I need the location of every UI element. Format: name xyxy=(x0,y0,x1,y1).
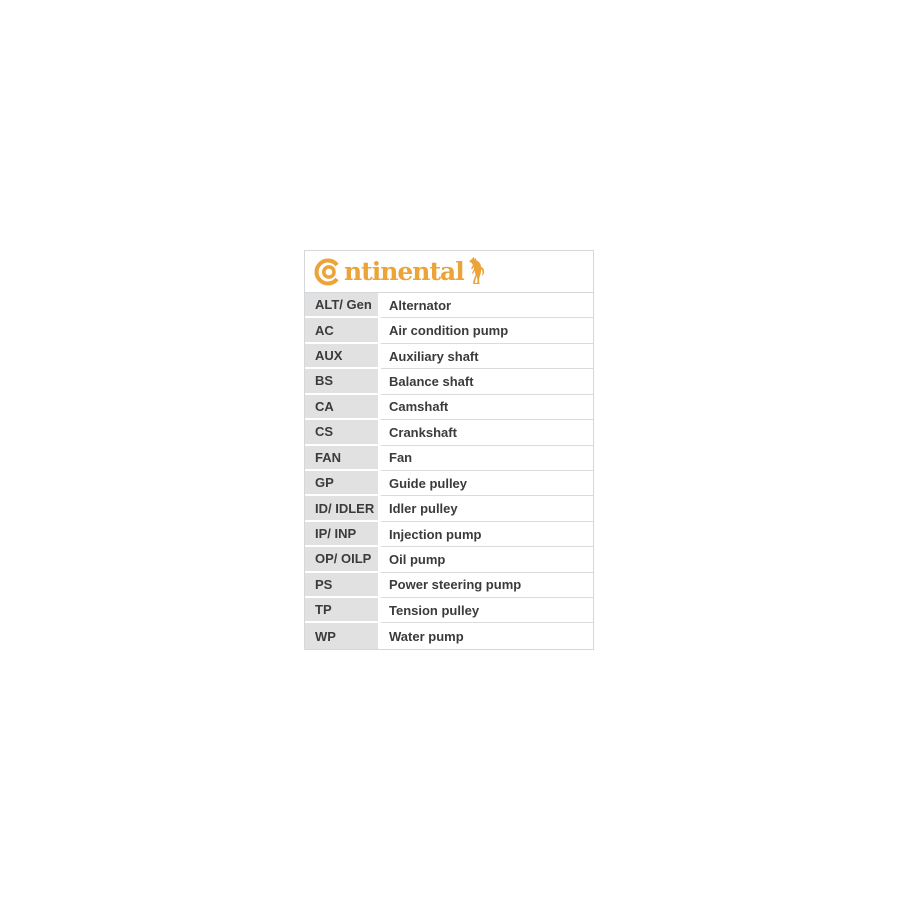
legend-row xyxy=(305,369,593,394)
legend-row xyxy=(305,395,593,420)
abbreviation-text: AC xyxy=(315,322,334,338)
description-text: Injection pump xyxy=(389,526,482,542)
continental-logo xyxy=(313,256,485,287)
abbreviation-text: BS xyxy=(315,373,334,389)
legend-row xyxy=(305,446,593,471)
description-cell xyxy=(381,471,593,496)
description-text: Guide pulley xyxy=(389,475,468,491)
description-text: Water pump xyxy=(389,628,464,644)
description-text: Power steering pump xyxy=(389,577,522,593)
description-cell xyxy=(381,573,593,598)
abbreviation-cell xyxy=(305,522,381,547)
description-cell xyxy=(381,344,593,369)
legend-row xyxy=(305,598,593,623)
description-cell xyxy=(381,623,593,648)
description-cell xyxy=(381,395,593,420)
abbreviation-cell xyxy=(305,293,381,318)
abbreviation-cell xyxy=(305,446,381,471)
legend-row xyxy=(305,344,593,369)
legend-row xyxy=(305,623,593,648)
abbreviation-cell xyxy=(305,395,381,420)
abbreviation-cell xyxy=(305,623,381,648)
abbreviation-text: ALT/ Gen xyxy=(315,297,372,313)
abbreviation-text: OP/ OILP xyxy=(315,551,372,567)
abbreviation-text: CS xyxy=(315,424,334,440)
abbreviation-cell xyxy=(305,547,381,572)
description-text: Camshaft xyxy=(389,399,449,415)
logo-wordmark: ntinental xyxy=(344,257,464,286)
abbreviation-text: PS xyxy=(315,576,333,592)
legend-row xyxy=(305,496,593,521)
abbreviation-cell xyxy=(305,318,381,343)
description-cell xyxy=(381,522,593,547)
legend-row xyxy=(305,471,593,496)
abbreviation-cell xyxy=(305,598,381,623)
abbreviation-cell xyxy=(305,369,381,394)
description-cell xyxy=(381,547,593,572)
description-text: Auxiliary shaft xyxy=(389,348,479,364)
abbreviation-text: FAN xyxy=(315,449,341,465)
description-text: Tension pulley xyxy=(389,602,480,618)
abbreviation-text: GP xyxy=(315,475,334,491)
description-text: Balance shaft xyxy=(389,373,474,389)
abbreviation-text: ID/ IDLER xyxy=(315,500,375,516)
abbreviation-text: IP/ INP xyxy=(315,526,357,541)
abbreviation-text: TP xyxy=(315,602,332,618)
legend-rows xyxy=(305,293,593,649)
legend-row xyxy=(305,547,593,572)
description-cell xyxy=(381,293,593,318)
abbreviation-cell xyxy=(305,420,381,445)
legend-row xyxy=(305,293,593,318)
legend-row xyxy=(305,318,593,343)
abbreviation-text: CA xyxy=(315,398,334,414)
legend-row xyxy=(305,573,593,598)
description-text: Air condition pump xyxy=(389,323,509,339)
legend-row xyxy=(305,522,593,547)
description-cell xyxy=(381,598,593,623)
description-cell xyxy=(381,496,593,521)
description-text: Fan xyxy=(389,450,413,466)
abbreviation-cell xyxy=(305,344,381,369)
legend-table xyxy=(304,250,594,650)
abbreviation-text: WP xyxy=(315,628,336,644)
description-cell xyxy=(381,446,593,471)
abbreviation-cell xyxy=(305,573,381,598)
description-text: Crankshaft xyxy=(389,424,457,440)
description-text: Alternator xyxy=(389,297,452,313)
horse-icon xyxy=(468,256,485,284)
legend-row xyxy=(305,420,593,445)
description-cell xyxy=(381,318,593,343)
description-text: Idler pulley xyxy=(389,501,458,517)
description-text: Oil pump xyxy=(389,551,446,567)
abbreviation-cell xyxy=(305,496,381,521)
description-cell xyxy=(381,369,593,394)
abbreviation-cell xyxy=(305,471,381,496)
abbreviation-text: AUX xyxy=(315,348,343,364)
description-cell xyxy=(381,420,593,445)
logo-co-icon xyxy=(313,257,343,287)
brand-header xyxy=(305,251,593,293)
